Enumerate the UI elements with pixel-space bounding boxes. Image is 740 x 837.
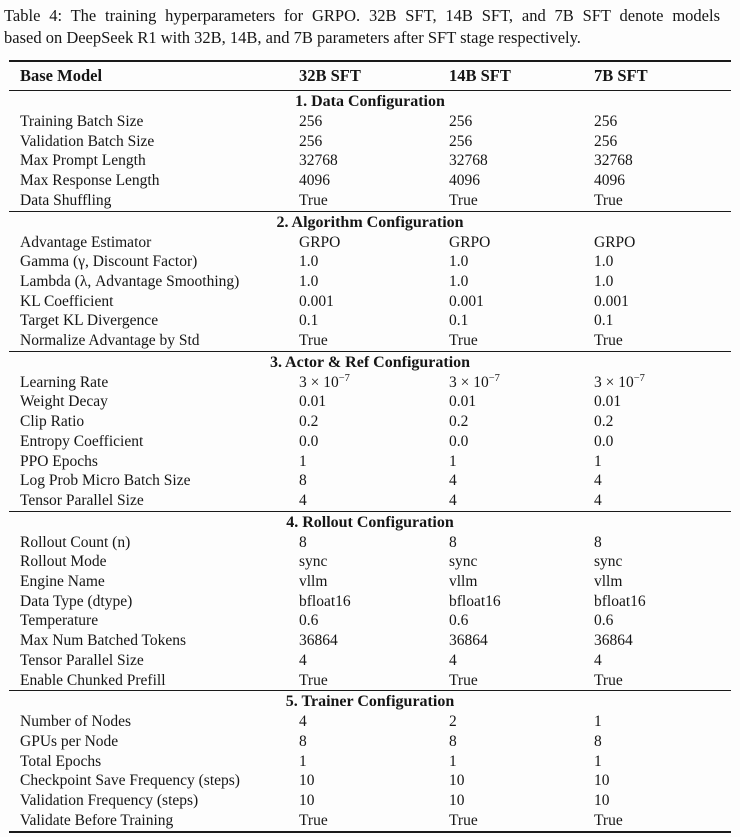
row-value: 4 <box>449 472 457 490</box>
table-row <box>9 752 731 772</box>
exponent: −7 <box>633 372 645 384</box>
row-value: 1.0 <box>449 253 469 271</box>
row-label: Tensor Parallel Size <box>20 491 144 509</box>
row-label: KL Coefficient <box>20 292 114 310</box>
row-value: bfloat16 <box>299 592 351 610</box>
row-value: $3 \times 10^{-7}$ <box>594 372 645 391</box>
row-value: 36864 <box>594 632 633 650</box>
row-value: 8 <box>594 732 602 750</box>
row-value: 256 <box>299 132 323 150</box>
row-value: 4096 <box>449 172 480 190</box>
table-row <box>9 732 731 752</box>
section-title: 4. Rollout Configuration <box>286 513 454 531</box>
row-value: 4 <box>299 491 307 509</box>
row-value: GRPO <box>594 233 636 251</box>
row-value: True <box>594 332 623 350</box>
row-value: 1.0 <box>594 253 614 271</box>
row-value: 0.1 <box>299 312 319 330</box>
row-value: True <box>594 191 623 209</box>
row-label: Clip Ratio <box>20 413 85 431</box>
row-label: Lambda (λ, Advantage Smoothing) <box>20 272 240 290</box>
row-value: 1 <box>594 452 602 470</box>
row-label: Engine Name <box>20 573 105 591</box>
row-value: True <box>594 811 623 829</box>
row-value: True <box>299 671 328 689</box>
row-label: Target KL Divergence <box>20 312 159 330</box>
row-value: 10 <box>299 772 315 790</box>
row-value: 10 <box>449 772 465 790</box>
row-value: GRPO <box>299 233 341 251</box>
row-label: Training Batch Size <box>20 113 144 130</box>
row-value: 2 <box>449 713 457 731</box>
row-value: 1 <box>449 452 457 470</box>
table-row <box>9 292 731 312</box>
row-value: True <box>449 811 478 829</box>
row-value: GRPO <box>449 233 491 251</box>
row-label: Max Response Length <box>20 172 160 190</box>
row-value: 8 <box>299 533 307 551</box>
row-label: Weight Decay <box>20 393 108 411</box>
row-label: Validate Before Training <box>20 811 174 829</box>
row-value: True <box>449 332 478 350</box>
table-row <box>9 592 731 612</box>
row-value: True <box>299 191 328 209</box>
row-value: 0.2 <box>594 413 614 431</box>
row-value: sync <box>449 553 478 571</box>
table-caption <box>4 5 720 48</box>
table-row <box>9 151 731 171</box>
row-value: 4 <box>299 651 307 669</box>
table-row <box>9 171 731 191</box>
row-value: 0.001 <box>299 292 334 310</box>
row-value: 256 <box>594 113 618 130</box>
row-label: Enable Chunked Prefill <box>20 671 166 689</box>
table-row <box>9 112 731 132</box>
row-value: True <box>594 671 623 689</box>
row-value: 32768 <box>594 152 633 170</box>
row-value: 8 <box>449 533 457 551</box>
row-value: 8 <box>299 732 307 750</box>
row-value: 10 <box>594 772 610 790</box>
row-label: Validation Batch Size <box>20 132 155 150</box>
row-value: 4 <box>594 472 602 490</box>
row-value: 0.0 <box>299 432 319 450</box>
row-label: Log Prob Micro Batch Size <box>20 472 191 490</box>
row-value: 1.0 <box>449 272 469 290</box>
table-caption-line-2: based on DeepSeek R1 with 32B, 14B, and 7B parameters after SFT stage respectively. <box>4 27 581 47</box>
section-title: 2. Algorithm Configuration <box>276 213 464 231</box>
row-value: 1.0 <box>299 272 319 290</box>
table-row <box>9 533 731 553</box>
table-row <box>9 432 731 452</box>
row-value: True <box>449 191 478 209</box>
table-body <box>9 90 731 831</box>
row-value: 1 <box>449 752 457 770</box>
section-title: 5. Trainer Configuration <box>285 693 455 711</box>
row-value: 0.2 <box>299 413 319 431</box>
section-title: 3. Actor & Ref Configuration <box>269 353 471 371</box>
row-value: vllm <box>299 573 328 591</box>
exponent: −7 <box>488 372 500 384</box>
table-row <box>9 452 731 472</box>
table-row <box>9 491 731 511</box>
table-row <box>9 373 731 393</box>
table-row <box>9 233 731 253</box>
row-label: Total Epochs <box>20 752 102 770</box>
row-value: 256 <box>299 113 323 130</box>
row-value: 10 <box>299 792 315 810</box>
row-label: Data Type (dtype) <box>20 592 133 610</box>
row-value: 0.01 <box>299 393 327 411</box>
row-value: 4 <box>449 651 457 669</box>
table-row <box>9 191 731 211</box>
row-value: 0.0 <box>449 432 469 450</box>
row-value: $3 \times 10^{-7}$ <box>299 372 350 391</box>
row-value: 0.6 <box>449 612 469 630</box>
table-section-3 <box>9 351 731 511</box>
row-value: 8 <box>449 732 457 750</box>
table-row <box>9 671 731 691</box>
table-row <box>9 791 731 811</box>
row-label: Checkpoint Save Frequency (steps) <box>20 772 240 790</box>
row-value: True <box>299 811 328 829</box>
table-row <box>9 572 731 592</box>
table-section-5 <box>9 690 731 830</box>
column-header-14b-sft: 14B SFT <box>449 66 511 85</box>
row-value: sync <box>594 553 623 571</box>
table-caption-line-1: Table 4: The training hyperparameters for GRPO. 32B SFT, 14B SFT, and 7B SFT denote models <box>4 6 720 25</box>
row-value: 4096 <box>594 172 625 190</box>
row-value: bfloat16 <box>594 592 646 610</box>
row-label: Max Num Batched Tokens <box>20 632 187 650</box>
row-label: Rollout Mode <box>20 553 107 571</box>
row-value: 1 <box>299 452 307 470</box>
hyperparameters-table <box>9 60 731 833</box>
row-value: 4 <box>594 491 602 509</box>
table-row <box>9 392 731 412</box>
row-value: 256 <box>594 132 618 150</box>
row-value: 1 <box>594 752 602 770</box>
table-section-1 <box>9 90 731 211</box>
table-row <box>9 132 731 152</box>
section-title: 1. Data Configuration <box>295 93 445 110</box>
row-label: Temperature <box>20 612 99 630</box>
row-value: 36864 <box>449 632 488 650</box>
row-value: 0.6 <box>299 612 319 630</box>
row-value: 0.001 <box>594 292 629 310</box>
row-label: Advantage Estimator <box>20 233 152 251</box>
row-value: $3 \times 10^{-7}$ <box>449 372 500 391</box>
row-value: 32768 <box>449 152 488 170</box>
table-row <box>9 311 731 331</box>
column-header-7b-sft: 7B SFT <box>594 66 648 85</box>
table-row <box>9 771 731 791</box>
table-row <box>9 712 731 732</box>
row-value: 0.6 <box>594 612 614 630</box>
row-value: True <box>449 671 478 689</box>
row-value: 36864 <box>299 632 338 650</box>
row-value: 0.01 <box>594 393 622 411</box>
row-label: Validation Frequency (steps) <box>20 792 199 810</box>
row-value: 10 <box>449 792 465 810</box>
row-label: Gamma (γ, Discount Factor) <box>20 253 198 271</box>
table-row <box>9 412 731 432</box>
row-value: 256 <box>449 113 473 130</box>
row-label: Data Shuffling <box>20 191 112 209</box>
column-header-base-model: Base Model <box>20 66 103 85</box>
row-label: GPUs per Node <box>20 732 119 750</box>
table-row <box>9 471 731 491</box>
exponent: −7 <box>338 372 350 384</box>
row-label: Entropy Coefficient <box>20 432 144 450</box>
row-value: vllm <box>449 573 478 591</box>
row-value: True <box>299 332 328 350</box>
row-label: Max Prompt Length <box>20 152 146 170</box>
row-label: Number of Nodes <box>20 713 132 731</box>
row-value: 0.0 <box>594 432 614 450</box>
row-value: 32768 <box>299 152 338 170</box>
row-value: vllm <box>594 573 623 591</box>
table-row <box>9 252 731 272</box>
row-label: Normalize Advantage by Std <box>20 332 200 350</box>
table-row <box>9 272 731 292</box>
row-value: 1 <box>299 752 307 770</box>
row-value: bfloat16 <box>449 592 501 610</box>
row-label: Rollout Count (n) <box>20 533 131 551</box>
row-value: 4 <box>594 651 602 669</box>
column-header-32b-sft: 32B SFT <box>299 66 361 85</box>
row-value: 4 <box>299 713 307 731</box>
row-label: Tensor Parallel Size <box>20 651 144 669</box>
table-row <box>9 611 731 631</box>
table-section-2 <box>9 211 731 351</box>
row-value: 4 <box>449 491 457 509</box>
row-value: 0.001 <box>449 292 484 310</box>
row-value: 10 <box>594 792 610 810</box>
row-value: 8 <box>594 533 602 551</box>
row-label: Learning Rate <box>20 373 109 391</box>
row-value: 0.1 <box>449 312 469 330</box>
row-value: 1 <box>594 713 602 731</box>
table-row <box>9 552 731 572</box>
row-value: 1.0 <box>299 253 319 271</box>
row-label: PPO Epochs <box>20 452 98 470</box>
row-value: sync <box>299 553 328 571</box>
row-value: 256 <box>449 132 473 150</box>
table-row <box>9 631 731 651</box>
row-value: 0.1 <box>594 312 614 330</box>
table-header-row <box>9 62 731 90</box>
row-value: 0.2 <box>449 413 469 431</box>
table-section-4 <box>9 511 731 691</box>
row-value: 8 <box>299 472 307 490</box>
table-row <box>9 651 731 671</box>
table-row <box>9 331 731 351</box>
row-value: 0.01 <box>449 393 477 411</box>
row-value: 4096 <box>299 172 330 190</box>
table-row <box>9 811 731 831</box>
row-value: 1.0 <box>594 272 614 290</box>
